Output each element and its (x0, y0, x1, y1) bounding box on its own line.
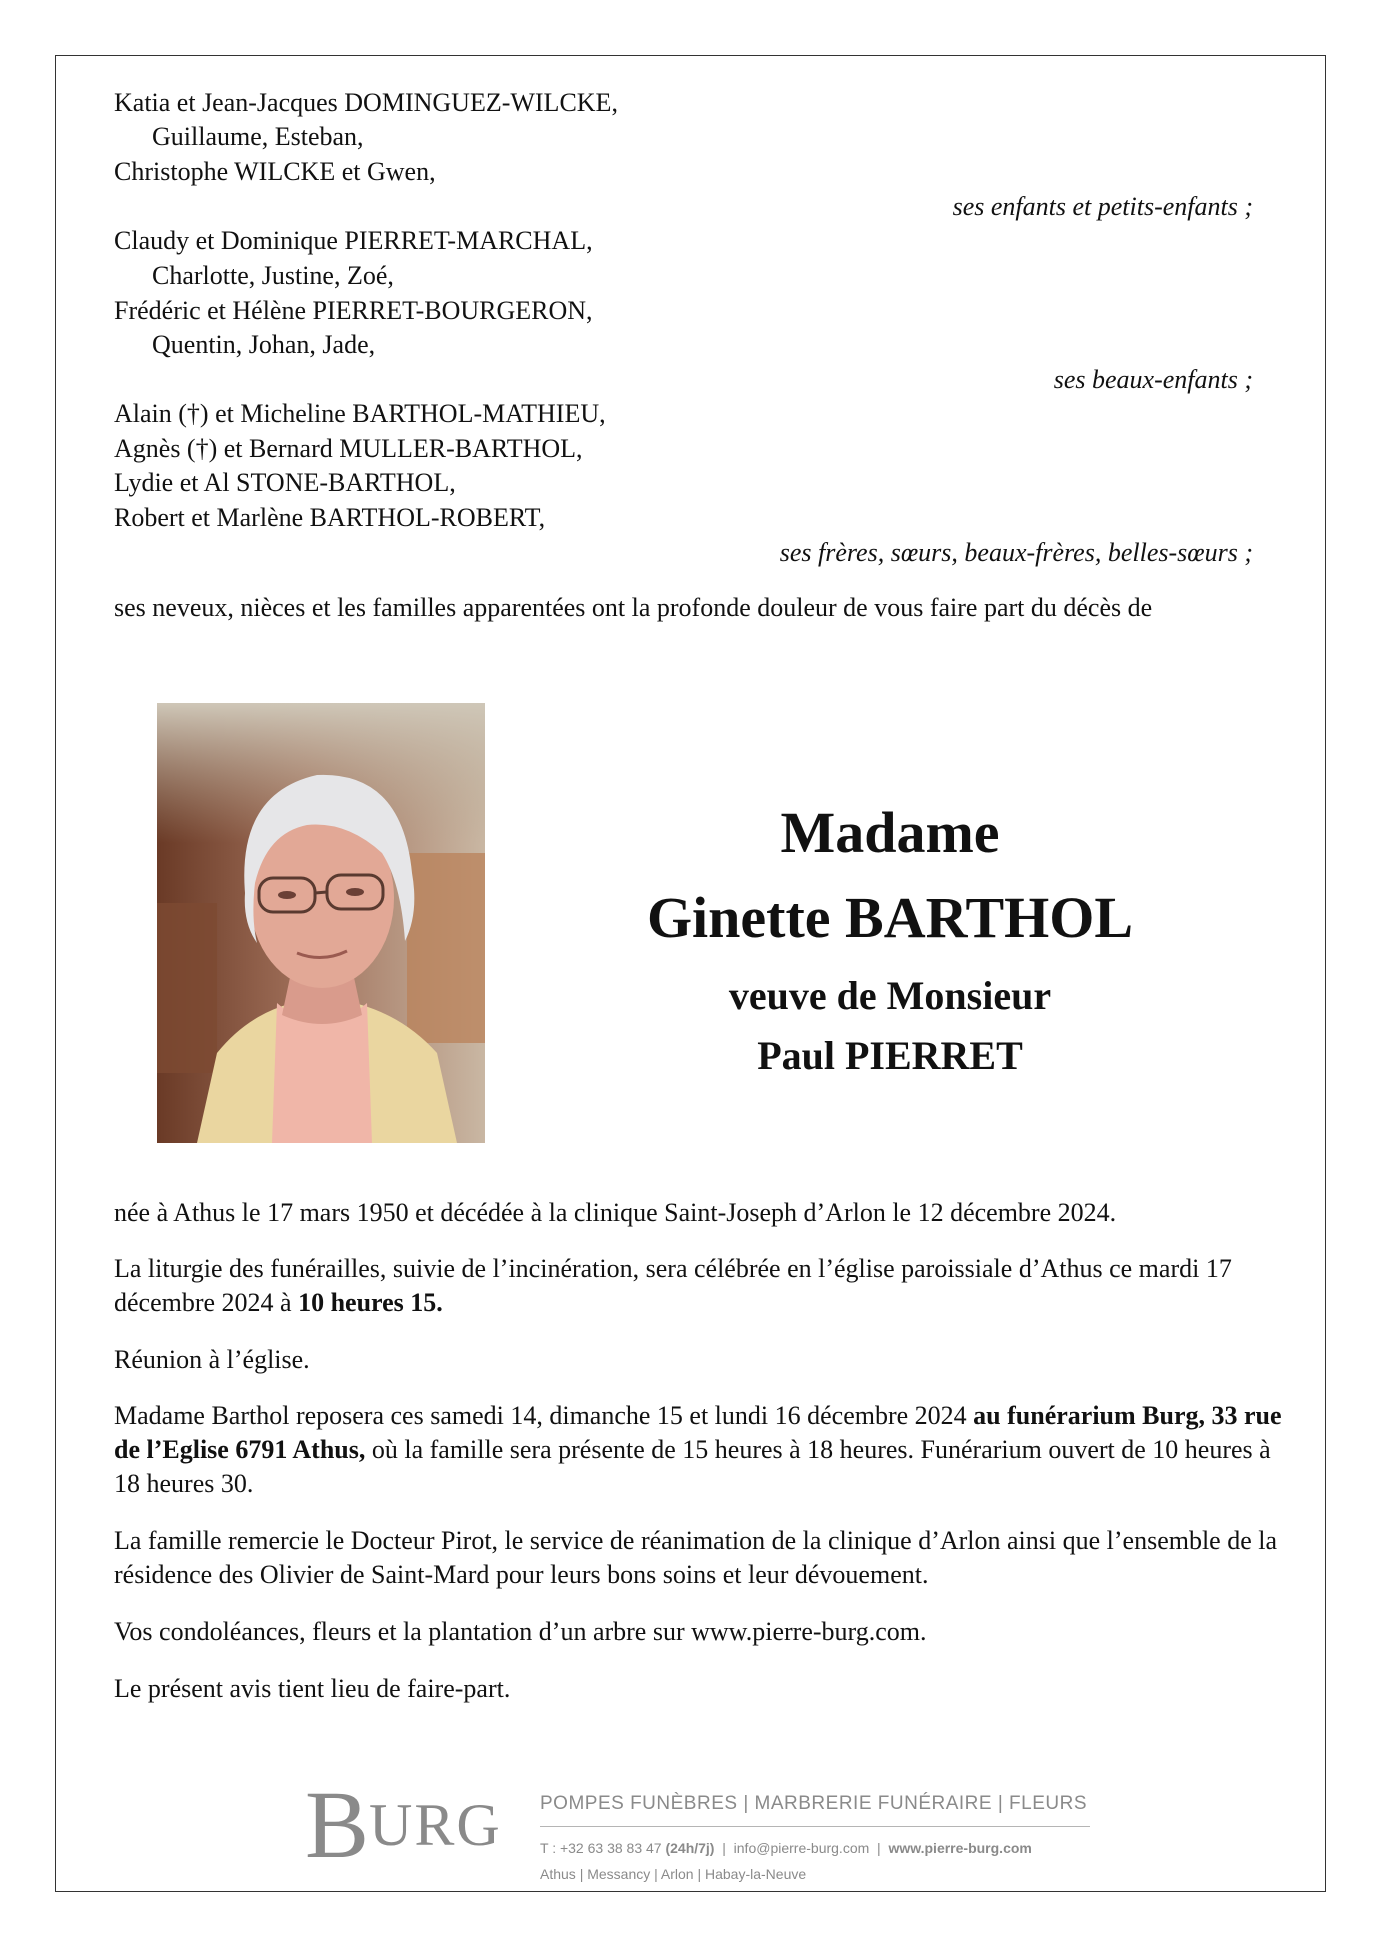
family-line: Guillaume, Esteban, (152, 122, 364, 151)
footer-locations: Athus | Messancy | Arlon | Habay-la-Neuve (540, 1866, 807, 1882)
deceased-name: Ginette BARTHOL (646, 885, 1134, 950)
family-caption: ses frères, sœurs, beaux-frères, belles-sœurs ; (779, 538, 1253, 567)
family-caption: ses beaux-enfants ; (1053, 365, 1253, 394)
thanks-text: La famille remercie le Docteur Pirot, le service de réanimation de la clinique d’Arlon ainsi que l’ensemble de la résidence des Olivier de Saint-Mard pour leurs bons soins et leur dévouement. (114, 1526, 1278, 1589)
family-line: Alain (†) et Micheline BARTHOL-MATHIEU, (114, 399, 606, 428)
footer-email: | info@pierre-burg.com | (714, 1840, 889, 1856)
footer-phone-hours: (24h/7j) (665, 1840, 715, 1856)
rest-paragraph (114, 1399, 1289, 1501)
notice-text: Le présent avis tient lieu de faire-part. (114, 1674, 511, 1703)
birth-death-text: née à Athus le 17 mars 1950 et décédée à la clinique Saint-Joseph d’Arlon le 12 décembre 2024. (114, 1198, 1117, 1227)
family-line: Katia et Jean-Jacques DOMINGUEZ-WILCKE, (114, 88, 618, 117)
spouse-name: Paul PIERRET (757, 1033, 1023, 1078)
family-line: Quentin, Johan, Jade, (152, 330, 376, 359)
family-line: Agnès (†) et Bernard MULLER-BARTHOL, (114, 434, 583, 463)
rest-text: Madame Barthol reposera ces samedi 14, dimanche 15 et lundi 16 décembre 2024 (114, 1401, 974, 1430)
family-line: Robert et Marlène BARTHOL-ROBERT, (114, 503, 546, 532)
liturgy-text: La liturgie des funérailles, suivie de l’incinération, sera célébrée en l’église paroissiale d’Athus ce mardi 17 décembre 2024 à (114, 1254, 1232, 1317)
liturgy-paragraph (114, 1252, 1289, 1320)
family-line: Charlotte, Justine, Zoé, (152, 261, 394, 290)
portrait-photo (157, 703, 485, 1143)
rest-after: où la famille sera présente de 15 heures à 18 heures. Funérarium ouvert de 10 heures à 18 heures 30. (114, 1435, 1271, 1498)
family-line: Christophe WILCKE et Gwen, (114, 157, 436, 186)
deceased-salutation: Madame (780, 800, 1000, 865)
burg-logo (305, 1771, 502, 1878)
footer-phone: T : +32 63 38 83 47 (540, 1840, 666, 1856)
condolences-text: Vos condoléances, fleurs et la plantation d’un arbre sur www.pierre-burg.com. (114, 1617, 927, 1646)
family-line: Lydie et Al STONE-BARTHOL, (114, 468, 456, 497)
reunion-text: Réunion à l’église. (114, 1345, 310, 1374)
footer-website[interactable]: www.pierre-burg.com (888, 1840, 1032, 1856)
family-line: Claudy et Dominique PIERRET-MARCHAL, (114, 226, 593, 255)
footer-divider (540, 1826, 1090, 1827)
family-line: Frédéric et Hélène PIERRET-BOURGERON, (114, 296, 593, 325)
family-caption: ses enfants et petits-enfants ; (952, 192, 1253, 221)
burg-logo-initial: B (305, 1771, 370, 1878)
announcement-intro: ses neveux, nièces et les familles apparentées ont la profonde douleur de vous faire part du décès de (114, 593, 1153, 622)
footer-contact (540, 1840, 1032, 1856)
footer-services: POMPES FUNÈBRES | MARBRERIE FUNÉRAIRE | FLEURS (540, 1793, 1088, 1814)
rest-place: au funérarium Burg, 33 rue de l’Eglise 6791 Athus, (114, 1401, 1282, 1464)
widow-line: veuve de Monsieur (728, 973, 1052, 1018)
burg-logo-rest: URG (369, 1792, 502, 1858)
liturgy-time: 10 heures 15. (298, 1288, 443, 1317)
